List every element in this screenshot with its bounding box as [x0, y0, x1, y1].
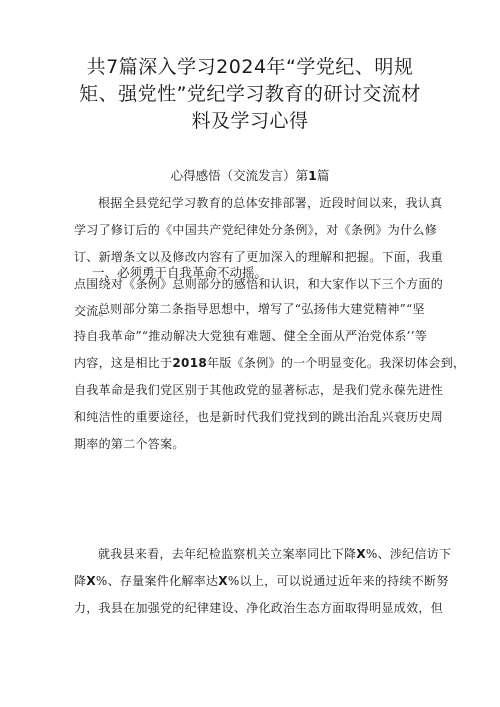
title-line: 共7篇深入学习2024年“学党纪、明规 [86, 56, 414, 78]
point-one-heading: 一、必须勇于自我革命不动摇。 [92, 265, 268, 280]
document-title [60, 54, 440, 135]
paragraph-line: 自我革命是我们党区别于其他政党的显著标志，是我们党永葆先进性 [74, 383, 444, 397]
text-fragment: %以上，可以说通过近年来的持续不断努 [227, 574, 449, 588]
paragraph-line: 学习了修订后的《中国共产党纪律处分条例》，对《条例》为什么修 [74, 223, 438, 237]
year-number: 2018 [172, 356, 208, 370]
title-line: 矩、强党性”党纪学习教育的研讨交流材 [79, 83, 421, 105]
paragraph-line: 力，我县在加强党的纪律建设、净化政治生态方面取得明显成效，但 [74, 601, 444, 615]
placeholder-x: X [86, 574, 96, 588]
paragraph-line: 期率的第二个答案。 [74, 437, 185, 451]
section-heading [0, 168, 500, 184]
text-fragment: 内容，这是相比于 [74, 356, 173, 370]
title-line: 料及学习心得 [191, 110, 309, 132]
paragraph-line: 订、新增条文以及修改内容有了更加深入的理解和把握。下面，我重 [74, 250, 444, 264]
text-fragment: 年版《条例》的一个明显变化。我深切体会到， [207, 356, 466, 370]
section-heading-number: 1 [308, 168, 317, 183]
county-paragraph [74, 541, 452, 622]
placeholder-x: X [356, 547, 366, 561]
text-fragment: 降 [74, 574, 87, 588]
paragraph-line [74, 568, 449, 595]
section-heading-text: 心得感悟（交流发言）第 [170, 168, 309, 183]
paragraph-line: 点围绕对《条例》总则部分的感悟和认识，和大家作以下三个方面的 [74, 277, 444, 291]
paragraph-line [74, 350, 466, 377]
point-one-paragraph [74, 296, 466, 458]
paragraph-line: 和纯洁性的重要途径，也是新时代我们党找到的跳出治乱兴衰历史周 [74, 410, 444, 424]
paragraph-line: 交流。 [74, 304, 111, 318]
paragraph-line: 总则部分第二条指导思想中，增写了“弘扬伟大建党精神”“坚 [98, 302, 425, 316]
paragraph-line: 持自我革命”“推动解决大党独有难题、健全全面从严治党体系’’等 [74, 329, 428, 343]
section-heading-suffix: 篇 [316, 168, 330, 183]
text-fragment: %、涉纪信访下 [365, 547, 452, 561]
paragraph-line: 根据全县党纪学习教育的总体安排部署，近段时间以来，我认真 [98, 196, 443, 210]
text-fragment: %、存量案件化解率达 [95, 574, 219, 588]
placeholder-x: X [218, 574, 228, 588]
paragraph-line [74, 541, 452, 568]
text-fragment: 就我县来看，去年纪检监察机关立案率同比下降 [98, 547, 357, 561]
